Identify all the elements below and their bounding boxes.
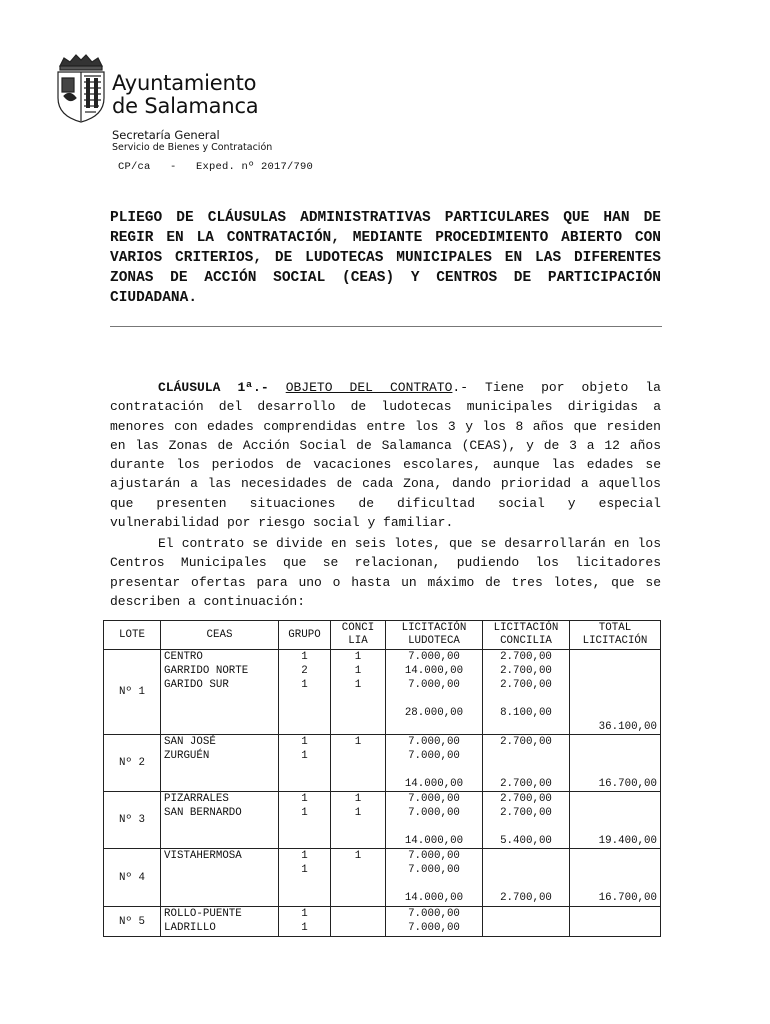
total-value: 16.700,00 — [598, 778, 657, 790]
salamanca-coat-of-arms-logo — [52, 52, 110, 129]
lud-value: 14.000,00 — [404, 835, 464, 847]
lots-table — [103, 620, 661, 937]
concilia-value: 1 — [354, 850, 362, 862]
grupo-value: 1 — [301, 793, 308, 805]
col-lic-concilia — [483, 621, 570, 650]
con-value — [486, 763, 566, 777]
ceas-value: VISTAHERMOSA — [164, 850, 242, 862]
cell-con — [483, 849, 570, 907]
cell-total — [570, 849, 661, 907]
cell-con — [483, 650, 570, 735]
cell-lud — [386, 650, 483, 735]
con-value — [486, 692, 566, 706]
cell-lud — [386, 792, 483, 849]
grupo-value: 1 — [301, 850, 308, 862]
lud-value: 28.000,00 — [404, 707, 464, 719]
lud-value: 14.000,00 — [404, 665, 464, 677]
org-name-line1: Ayuntamiento — [112, 71, 257, 95]
cell-ceas — [161, 650, 279, 735]
cell-concilia — [331, 792, 386, 849]
con-value: 5.400,00 — [500, 835, 552, 847]
con-value: 2.700,00 — [500, 778, 552, 790]
cell-grupo — [279, 650, 331, 735]
cell-total — [570, 792, 661, 849]
lud-value — [389, 877, 479, 891]
cell-total — [570, 650, 661, 735]
cell-concilia — [331, 735, 386, 792]
table-row — [104, 849, 661, 907]
title-divider — [110, 326, 662, 327]
col-lic-ludoteca — [386, 621, 483, 650]
con-value: 2.700,00 — [500, 679, 552, 691]
total-value — [573, 849, 657, 863]
lud-value: 7.000,00 — [408, 750, 460, 762]
lud-value: 7.000,00 — [408, 908, 460, 920]
concilia-value: 1 — [354, 665, 362, 677]
ceas-value: SAN BERNARDO — [164, 807, 242, 819]
grupo-value: 1 — [301, 736, 308, 748]
cell-total — [570, 735, 661, 792]
table-row — [104, 907, 661, 937]
total-value — [573, 664, 657, 678]
concilia-value: 1 — [354, 651, 362, 663]
total-value: 36.100,00 — [598, 721, 657, 733]
lud-value: 7.000,00 — [408, 922, 460, 934]
ceas-value: GARRIDO NORTE — [164, 665, 249, 677]
table-row — [104, 792, 661, 849]
cell-grupo — [279, 735, 331, 792]
file-reference: CP/ca - Exped. nº 2017/790 — [118, 161, 314, 173]
table-row — [104, 735, 661, 792]
clause-label: CLÁUSULA 1ª.- — [158, 380, 269, 395]
lud-value: 7.000,00 — [408, 679, 460, 691]
con-value — [486, 877, 566, 891]
con-value: 2.700,00 — [500, 807, 552, 819]
cell-lud — [386, 907, 483, 937]
total-value — [573, 650, 657, 664]
service-name: Servicio de Bienes y Contratación — [112, 142, 273, 153]
cell-concilia — [331, 907, 386, 937]
cell-grupo — [279, 849, 331, 907]
total-value — [573, 749, 657, 763]
cell-lote: Nº 3 — [104, 792, 161, 849]
con-value — [486, 863, 566, 877]
concilia-value: 1 — [354, 736, 362, 748]
ceas-value: LADRILLO — [164, 922, 216, 934]
total-value: 16.700,00 — [598, 892, 657, 904]
lud-value: 14.000,00 — [404, 778, 464, 790]
lud-value — [389, 763, 479, 777]
clause-text: .- Tiene por objeto la contratación del desarrollo de ludotecas municipales dirigidas a menores con edades comprendidas entre los 3 y los 8 años que residen en las Zonas de Acción Social de Salamanca (CEAS), y de 3 a 12 años durante los periodos de vacaciones escolares, aunque las edades se ajustarán a las necesidades de cada Zona, dando prioridad a aquellos que presenten situaciones de dificultad social y especial vulnerabilidad por riesgo social y familiar. — [110, 380, 661, 531]
cell-ceas — [161, 849, 279, 907]
cell-con — [483, 792, 570, 849]
con-value: 2.700,00 — [500, 665, 552, 677]
cell-lote: Nº 5 — [104, 907, 161, 937]
concilia-value: 1 — [354, 807, 362, 819]
concilia-value: 1 — [354, 679, 362, 691]
ceas-value: ZURGUÉN — [164, 750, 210, 762]
cell-concilia — [331, 849, 386, 907]
lots-paragraph — [110, 534, 661, 611]
con-value: 2.700,00 — [500, 651, 552, 663]
lud-value: 7.000,00 — [408, 793, 460, 805]
col-total-l2: LICITACIÓN — [582, 635, 648, 647]
col-lic-lud-l2: LUDOTECA — [408, 635, 460, 647]
grupo-value: 1 — [301, 651, 308, 663]
grupo-value: 1 — [301, 807, 308, 819]
lud-value: 14.000,00 — [404, 892, 464, 904]
grupo-value: 1 — [301, 908, 308, 920]
total-value — [573, 806, 657, 820]
ceas-value: CENTRO — [164, 651, 203, 663]
total-value — [573, 763, 657, 777]
col-total-l1: TOTAL — [598, 622, 632, 634]
cell-lud — [386, 849, 483, 907]
total-value — [573, 706, 657, 720]
cell-con — [483, 735, 570, 792]
grupo-value: 1 — [301, 922, 308, 934]
cell-ceas — [161, 792, 279, 849]
con-value: 8.100,00 — [500, 707, 552, 719]
con-value: 2.700,00 — [500, 892, 552, 904]
cell-con — [483, 907, 570, 937]
con-value — [486, 749, 566, 763]
cell-lote: Nº 4 — [104, 849, 161, 907]
concilia-value: 1 — [354, 793, 362, 805]
lud-value: 7.000,00 — [408, 651, 460, 663]
con-value — [486, 820, 566, 834]
ceas-value: GARIDO SUR — [164, 679, 229, 691]
lud-value: 7.000,00 — [408, 850, 460, 862]
lots-text: El contrato se divide en seis lotes, que se desarrollarán en los Centros Municipales que se relacionan, pudiendo los licitadores presentar ofertas para uno o hasta un máximo de tres lotes, que se describen a continuación: — [110, 536, 661, 609]
grupo-value: 1 — [301, 679, 308, 691]
lud-value — [389, 692, 479, 706]
total-value — [573, 863, 657, 877]
total-value — [573, 678, 657, 692]
table-row — [104, 650, 661, 735]
lud-value: 7.000,00 — [408, 807, 460, 819]
total-value — [573, 692, 657, 706]
total-value: 19.400,00 — [598, 835, 657, 847]
col-lic-lud-l1: LICITACIÓN — [401, 622, 467, 634]
cell-grupo — [279, 907, 331, 937]
cell-grupo — [279, 792, 331, 849]
col-lote: LOTE — [104, 621, 161, 650]
con-value: 2.700,00 — [500, 793, 552, 805]
document-title: PLIEGO DE CLÁUSULAS ADMINISTRATIVAS PARTICULARES QUE HAN DE REGIR EN LA CONTRATACIÓN, MEDIANTE PROCEDIMIENTO ABIERTO CON VARIOS CRITERIOS, DE LUDOTECAS MUNICIPALES EN LAS DIFERENTES ZONAS DE ACCIÓN SOCIAL (CEAS) Y CENTROS DE PARTICIPACIÓN CIUDADANA. — [110, 210, 661, 306]
lud-value: 7.000,00 — [408, 736, 460, 748]
col-concilia — [331, 621, 386, 650]
col-concilia-l1: CONCI — [341, 622, 375, 634]
ceas-value: SAN JOSÉ — [164, 736, 216, 748]
ceas-value: PIZARRALES — [164, 793, 229, 805]
grupo-value: 1 — [301, 864, 308, 876]
total-value — [573, 792, 657, 806]
total-value — [573, 735, 657, 749]
cell-concilia — [331, 650, 386, 735]
clause-1-paragraph — [110, 378, 661, 532]
col-lic-con-l1: LICITACIÓN — [493, 622, 559, 634]
col-concilia-l2: LIA — [348, 635, 368, 647]
total-value — [573, 877, 657, 891]
con-value — [486, 849, 566, 863]
cell-ceas — [161, 907, 279, 937]
grupo-value: 1 — [301, 750, 308, 762]
col-lic-con-l2: CONCILIA — [500, 635, 552, 647]
cell-lote: Nº 1 — [104, 650, 161, 735]
organization-block — [112, 72, 272, 154]
cell-lud — [386, 735, 483, 792]
cell-total — [570, 907, 661, 937]
cell-ceas — [161, 735, 279, 792]
lud-value — [389, 820, 479, 834]
grupo-value: 2 — [301, 665, 308, 677]
lud-value: 7.000,00 — [408, 864, 460, 876]
department-name: Secretaría General — [112, 128, 220, 142]
clause-object-heading: OBJETO DEL CONTRATO — [285, 380, 453, 395]
col-grupo: GRUPO — [279, 621, 331, 650]
total-value — [573, 820, 657, 834]
col-total — [570, 621, 661, 650]
con-value: 2.700,00 — [500, 736, 552, 748]
ceas-value: ROLLO-PUENTE — [164, 908, 242, 920]
col-ceas: CEAS — [161, 621, 279, 650]
org-name-line2: de Salamanca — [112, 94, 259, 118]
cell-lote: Nº 2 — [104, 735, 161, 792]
